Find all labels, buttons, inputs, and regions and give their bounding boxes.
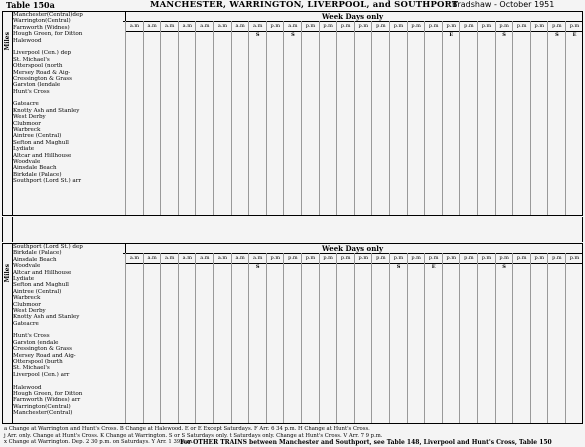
- train-column: [530, 253, 548, 423]
- station-name: Mersey Road and Aig-: [13, 352, 76, 359]
- train-column: [125, 253, 143, 423]
- train-column: [565, 253, 583, 423]
- train-column: [477, 253, 495, 423]
- train-column: [371, 21, 389, 215]
- column-mark: E: [449, 32, 454, 38]
- column-mark: [179, 264, 196, 270]
- column-header: p.m: [566, 253, 583, 264]
- train-column: [547, 21, 565, 215]
- column-mark: S: [502, 32, 506, 38]
- train-column: [319, 253, 337, 423]
- other-trains-note: For OTHER TRAINS between Manchester and Southport, see Table 148, Liverpool and Hunt's Cross, Table 150: [180, 439, 552, 446]
- station-name: Warrington(Central): [13, 403, 71, 410]
- column-header: p.m: [531, 253, 548, 264]
- column-header: p.m: [425, 253, 442, 264]
- train-column: [459, 21, 477, 215]
- column-mark: [478, 264, 495, 270]
- station-name: Hunt's Cross: [13, 333, 50, 340]
- station-name: Gateacre: [13, 101, 39, 108]
- station-name: Hough Green, for Ditton: [13, 31, 83, 38]
- column-mark: [337, 32, 354, 38]
- train-column: [495, 253, 513, 423]
- column-mark: [320, 264, 337, 270]
- station-name: Manchester(Central): [13, 410, 73, 417]
- source-caption: Bradshaw - October 1951: [452, 0, 555, 9]
- column-mark: S: [555, 32, 559, 38]
- column-header: a.m: [214, 253, 231, 264]
- station-name: Sefton and Maghull: [13, 282, 69, 289]
- station-name: Halewood: [13, 384, 42, 391]
- column-header: p.m: [355, 21, 372, 32]
- column-mark: S: [255, 264, 260, 270]
- station-name: Farnworth (Widnes): [13, 24, 70, 31]
- station-name: Farnworth (Widnes) arr: [13, 397, 81, 404]
- column-header: a.m: [232, 21, 249, 32]
- column-mark: [284, 264, 301, 270]
- train-column: [336, 253, 354, 423]
- column-mark: [355, 264, 372, 270]
- train-column: [354, 253, 372, 423]
- train-column: [442, 253, 460, 423]
- column-header: a.m: [126, 21, 143, 32]
- station-name: Otterspool (north: [13, 63, 63, 70]
- station-name: Garston (endale: [13, 339, 59, 346]
- column-mark: [390, 32, 407, 38]
- column-mark: S: [396, 264, 401, 270]
- column-header: p.m: [548, 21, 565, 32]
- column-header: p.m: [513, 21, 530, 32]
- station-name: Warbreck: [13, 127, 41, 134]
- train-column: [213, 21, 231, 215]
- section-divider: [2, 217, 583, 242]
- column-header: a.m: [161, 21, 178, 32]
- train-column: [371, 253, 389, 423]
- column-header: p.m: [390, 253, 407, 264]
- lower-timetable: [2, 243, 583, 424]
- column-mark: E: [431, 264, 436, 270]
- column-header: a.m: [232, 253, 249, 264]
- column-mark: [408, 32, 425, 38]
- station-name: Liverpool (Cen.) arr: [13, 371, 70, 378]
- column-header: p.m: [320, 21, 337, 32]
- column-header: a.m: [214, 21, 231, 32]
- column-mark: [460, 264, 477, 270]
- station-name: Southport (Lord St.) dep: [13, 244, 83, 250]
- column-mark: [531, 264, 548, 270]
- column-mark: [144, 264, 161, 270]
- train-column: [424, 253, 442, 423]
- column-mark: [566, 264, 583, 270]
- column-header: p.m: [531, 21, 548, 32]
- column-mark: [460, 32, 477, 38]
- column-header: p.m: [478, 253, 495, 264]
- column-mark: [320, 32, 337, 38]
- column-header: p.m: [267, 253, 284, 264]
- station-name: Altcar and Hillhouse: [13, 269, 72, 276]
- column-header: p.m: [302, 253, 319, 264]
- train-column: [389, 253, 407, 423]
- column-mark: [513, 264, 530, 270]
- train-column: [477, 21, 495, 215]
- column-mark: [355, 32, 372, 38]
- column-header: p.m: [443, 21, 460, 32]
- train-column: [407, 253, 425, 423]
- train-column: [442, 21, 460, 215]
- train-column: [424, 21, 442, 215]
- station-name: Southport (Lord St.) arr: [13, 178, 82, 185]
- column-header: a.m: [249, 21, 266, 32]
- train-column: [160, 253, 178, 423]
- column-header: p.m: [337, 253, 354, 264]
- station-name: West Derby: [13, 307, 46, 314]
- column-header: a.m: [196, 253, 213, 264]
- station-name: Warrington(Central): [13, 18, 71, 25]
- column-header: a.m: [144, 21, 161, 32]
- station-name: Garston (lendale: [13, 82, 61, 89]
- column-header: a.m: [249, 253, 266, 264]
- column-header: p.m: [408, 21, 425, 32]
- train-column: [547, 253, 565, 423]
- column-header: p.m: [302, 21, 319, 32]
- column-mark: S: [291, 32, 295, 38]
- station-name: Clubmoor: [13, 301, 41, 308]
- column-header: p.m: [443, 253, 460, 264]
- column-header: a.m: [161, 253, 178, 264]
- column-header: p.m: [460, 21, 477, 32]
- station-name: Ainsdale Beach: [13, 165, 57, 172]
- column-mark: [214, 32, 231, 38]
- train-column: [143, 253, 161, 423]
- train-column: [248, 253, 266, 423]
- station-name: Birkdale (Palace): [13, 250, 62, 257]
- column-mark: [196, 32, 213, 38]
- column-header: p.m: [267, 21, 284, 32]
- column-mark: [214, 264, 231, 270]
- station-name: Ainsdale Beach: [13, 256, 57, 263]
- column-header: a.m: [179, 253, 196, 264]
- train-column: [319, 21, 337, 215]
- station-name: West Derby: [13, 114, 46, 121]
- train-column: [160, 21, 178, 215]
- column-header: p.m: [408, 253, 425, 264]
- column-mark: [161, 264, 178, 270]
- footnote-line: j Arr. only. Change at Hunt's Cross. K Change at Warrington. S or S Saturdays only. t Saturdays only. Change at Hunt's Cross. V Arr. 7 9 p.m.: [4, 432, 383, 439]
- train-column: [565, 21, 583, 215]
- station-name: Lydiate: [13, 146, 35, 153]
- train-column: [495, 21, 513, 215]
- column-header: p.m: [460, 253, 477, 264]
- column-mark: [302, 264, 319, 270]
- column-mark: [126, 264, 143, 270]
- column-mark: [425, 32, 442, 38]
- station-name: St. Michael's: [13, 365, 50, 372]
- train-column: [301, 21, 319, 215]
- train-column: [389, 21, 407, 215]
- column-header: p.m: [320, 253, 337, 264]
- column-mark: [478, 32, 495, 38]
- column-header: p.m: [548, 253, 565, 264]
- train-column: [143, 21, 161, 215]
- footnote-line: a Change at Warrington and Hunt's Cross. B Change at Halewood. E or E Except Saturdays. F Arr. 6 34 p.m. H Change at Hunt's Cross.: [4, 426, 370, 432]
- train-column: [266, 253, 284, 423]
- column-mark: E: [572, 32, 577, 38]
- column-header: a.m: [284, 21, 301, 32]
- column-mark: [372, 264, 389, 270]
- station-name: Sefton and Maghull: [13, 139, 69, 146]
- upper-timetable: [2, 11, 583, 216]
- table-title: MANCHESTER, WARRINGTON, LIVERPOOL, and SOUTHPORT: [150, 0, 459, 10]
- station-name: St. Michael's: [13, 56, 50, 63]
- column-header: p.m: [372, 253, 389, 264]
- column-header: p.m: [390, 21, 407, 32]
- column-mark: S: [255, 32, 260, 38]
- train-column: [530, 21, 548, 215]
- column-header: p.m: [496, 21, 513, 32]
- train-column: [195, 253, 213, 423]
- miles-column: Miles: [3, 244, 13, 423]
- station-name: Cressington & Grass: [13, 346, 72, 353]
- column-mark: [232, 32, 249, 38]
- week-days-heading: Week Days only: [123, 12, 582, 22]
- column-header: a.m: [126, 253, 143, 264]
- train-column: [178, 21, 196, 215]
- station-name: Woodvale: [13, 158, 41, 165]
- train-column: [266, 21, 284, 215]
- train-column: [283, 21, 301, 215]
- column-header: p.m: [355, 253, 372, 264]
- column-mark: [443, 264, 460, 270]
- column-mark: [531, 32, 548, 38]
- week-days-heading: Week Days only: [123, 244, 582, 254]
- column-mark: [161, 32, 178, 38]
- column-mark: [126, 32, 143, 38]
- column-header: a.m: [179, 21, 196, 32]
- station-name: Knotty Ash and Stanley: [13, 107, 80, 114]
- column-header: a.m: [144, 253, 161, 264]
- train-column: [248, 21, 266, 215]
- train-column: [407, 21, 425, 215]
- station-name: Aintree (Central): [13, 288, 62, 295]
- column-header: p.m: [372, 21, 389, 32]
- train-column: [512, 21, 530, 215]
- station-name: Lydiate: [13, 275, 35, 282]
- station-name: Mersey Road & Aig-: [13, 69, 71, 76]
- column-mark: [513, 32, 530, 38]
- column-mark: [267, 264, 284, 270]
- column-mark: [302, 32, 319, 38]
- station-name: Gateacre: [13, 320, 39, 327]
- column-mark: [408, 264, 425, 270]
- column-mark: [232, 264, 249, 270]
- station-name: Cressington & Grass: [13, 75, 72, 82]
- station-list: [13, 244, 126, 423]
- station-name: Birkdale (Palace): [13, 171, 62, 178]
- miles-column: Miles: [3, 12, 13, 215]
- train-column: [231, 253, 249, 423]
- train-column: [512, 253, 530, 423]
- train-column: [195, 21, 213, 215]
- column-mark: S: [502, 264, 506, 270]
- train-column: [354, 21, 372, 215]
- train-columns: [125, 21, 582, 215]
- footnote-line: x Change at Warrington. Dep. 2 30 p.m. on Saturdays. Y Arr. 1 39 p.m.: [4, 439, 194, 445]
- station-name: Hunt's Cross: [13, 88, 50, 95]
- station-name: Aintree (Central): [13, 133, 62, 140]
- station-name: Woodvale: [13, 263, 41, 270]
- station-list: [13, 12, 126, 215]
- column-mark: [144, 32, 161, 38]
- column-mark: [372, 32, 389, 38]
- column-header: p.m: [478, 21, 495, 32]
- station-name: Knotty Ash and Stanley: [13, 314, 80, 321]
- train-column: [301, 253, 319, 423]
- column-header: p.m: [425, 21, 442, 32]
- train-column: [283, 253, 301, 423]
- train-columns: [125, 253, 582, 423]
- page-header: [0, 0, 585, 10]
- column-mark: [548, 264, 565, 270]
- column-header: p.m: [337, 21, 354, 32]
- column-mark: [196, 264, 213, 270]
- station-name: Halewood: [13, 37, 42, 44]
- station-name: Liverpool (Cen.) dep: [13, 50, 72, 57]
- station-name: Hough Green, for Ditton: [13, 390, 83, 397]
- station-name: Manchester(Central)dep: [13, 12, 83, 18]
- train-column: [459, 253, 477, 423]
- column-header: a.m: [196, 21, 213, 32]
- column-header: p.m: [496, 253, 513, 264]
- train-column: [336, 21, 354, 215]
- station-name: Warbreck: [13, 295, 41, 302]
- train-column: [125, 21, 143, 215]
- table-number: Table 150a: [6, 0, 55, 10]
- train-column: [213, 253, 231, 423]
- column-mark: [267, 32, 284, 38]
- train-column: [231, 21, 249, 215]
- train-column: [178, 253, 196, 423]
- column-header: p.m: [513, 253, 530, 264]
- column-header: p.m: [284, 253, 301, 264]
- column-mark: [179, 32, 196, 38]
- station-name: Altcar and Hillhouse: [13, 152, 72, 159]
- column-header: p.m: [566, 21, 583, 32]
- station-name: Clubmoor: [13, 120, 41, 127]
- column-mark: [337, 264, 354, 270]
- station-name: Otterspool (burth: [13, 359, 63, 366]
